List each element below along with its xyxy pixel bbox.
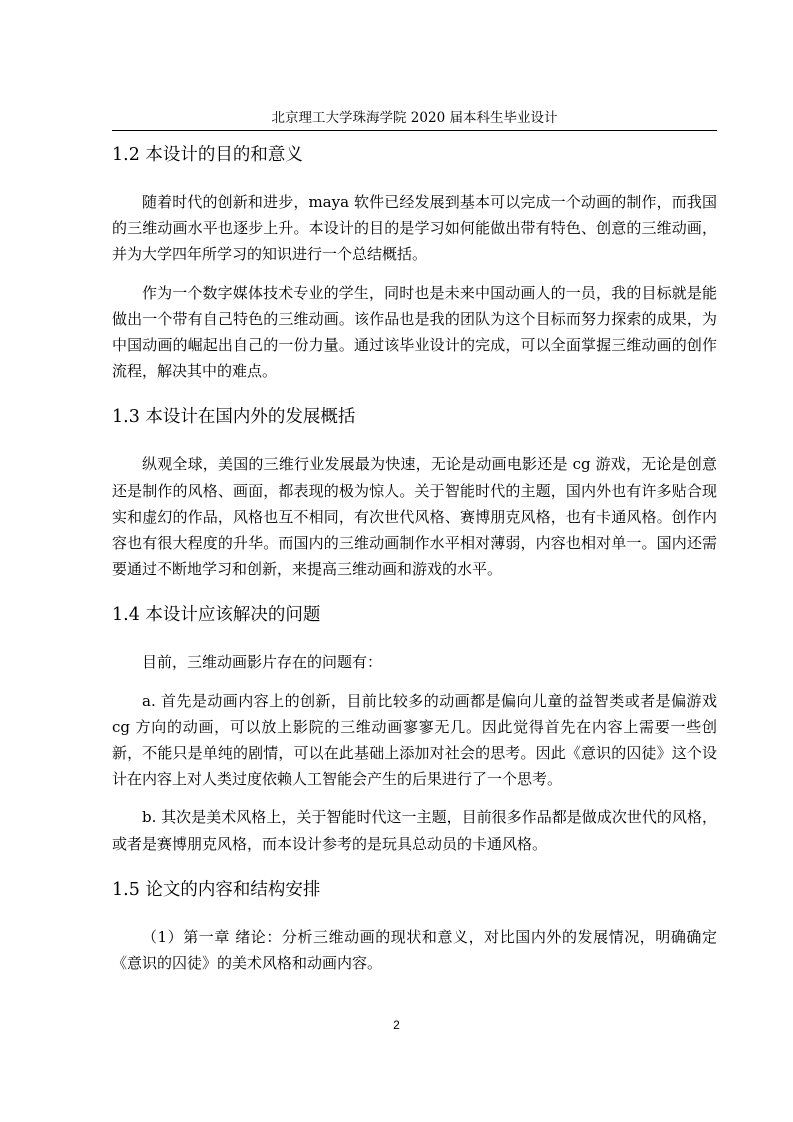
paragraph: 目前，三维动画影片存在的问题有： (142, 653, 383, 672)
paragraph: 随着时代的创新和进步，maya 软件已经发展到基本可以完成一个动画的制作，而我国的三维动画水平也逐步上升。本设计的目的是学习如何能做出带有特色、创意的三维动画，并为大学四年所学习的知识进行一个总结概括。 (112, 193, 717, 264)
page-number: 2 (393, 1018, 400, 1032)
paragraph: 作为一个数字媒体技术专业的学生，同时也是未来中国动画人的一员，我的目标就是能做出一个带有自己特色的三维动画。该作品也是我的团队为这个目标而努力探索的成果，为中国动画的崛起出自己的一份力量。通过该毕业设计的完成，可以全面掌握三维动画的创作流程，解决其中的难点。 (112, 283, 717, 381)
section-heading: 1.3 本设计在国内外的发展概括 (112, 407, 356, 428)
paragraph: （1）第一章 绪论：分析三维动画的现状和意义，对比国内外的发展情况，明确确定《意识的囚徒》的美术风格和动画内容。 (112, 927, 717, 973)
document-body (112, 131, 717, 976)
section-heading: 1.2 本设计的目的和意义 (112, 145, 303, 165)
section-heading: 1.5 论文的内容和结构安排 (112, 879, 321, 900)
list-item: b. 其次是美术风格上，关于智能时代这一主题，目前很多作品都是做成次世代的风格，或者是赛博朋克风格，而本设计参考的是玩具总动员的卡通风格。 (112, 808, 717, 853)
section-heading: 1.4 本设计应该解决的问题 (112, 605, 321, 626)
list-item: a. 首先是动画内容上的创新，目前比较多的动画都是偏向儿童的益智类或者是偏游戏 cg 方向的动画，可以放上影院的三维动画寥寥无几。因此觉得首先在内容上需要一些创新，不能只是单纯的剧情，可以在此基础上添加对社会的思考。因此《意识的囚徒》这个设计在内容上对人类过度依赖人工智能会产生的后果进行了一个思考。 (112, 691, 717, 789)
paragraph: 纵观全球，美国的三维行业发展最为快速，无论是动画电影还是 cg 游戏，无论是创意还是制作的风格、画面，都表现的极为惊人。关于智能时代的主题，国内外也有许多贴合现实和虚幻的作品，风格也互不相同，有次世代风格、赛博朋克风格，也有卡通风格。创作内容也有很大程度的升华。而国内的三维动画制作水平相对薄弱，内容也相对单一。国内还需要通过不断地学习和创新，来提高三维动画和游戏的水平。 (112, 455, 717, 579)
page-header: 北京理工大学珠海学院 2020 届本科生毕业设计 (112, 106, 717, 131)
